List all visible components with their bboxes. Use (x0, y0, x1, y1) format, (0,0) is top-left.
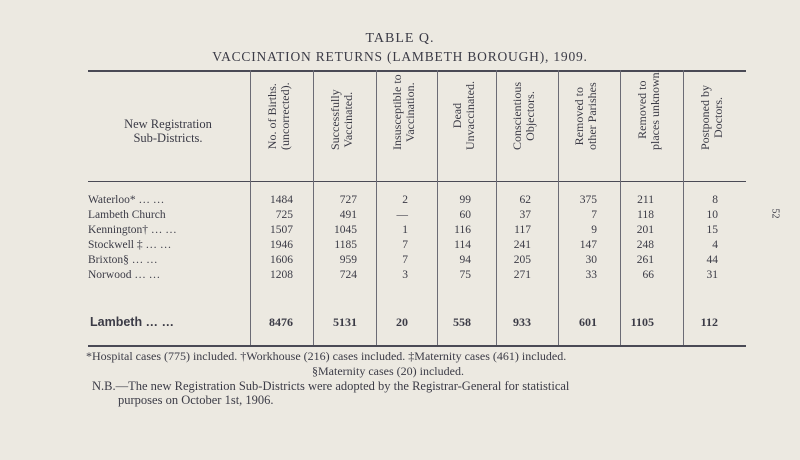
column-header-label (573, 82, 599, 150)
column-header-line: Conscientious (510, 82, 524, 150)
column-header (376, 72, 437, 180)
table-cell: 10 (706, 209, 718, 221)
table-cell: 2 (402, 194, 408, 206)
table-cell: 241 (513, 239, 531, 251)
column-header-line: Vaccination. (402, 82, 417, 142)
table-cell: 66 (642, 269, 654, 281)
table-cell: 205 (513, 254, 531, 266)
table-cell: 201 (636, 224, 654, 236)
column-header-line: Postponed by (697, 84, 712, 150)
table-cell: 375 (579, 194, 597, 206)
table-cell: 9 (591, 224, 597, 236)
column-header-label (636, 69, 662, 150)
subdistrict-name: Brixton§ … … (88, 254, 158, 266)
table-cell: 4 (712, 239, 718, 251)
table-cell: 1606 (270, 254, 293, 266)
header-line: Sub-Districts. (133, 131, 203, 145)
column-header-line: Doctors. (710, 97, 725, 138)
bottom-rule (88, 345, 746, 347)
table-cell: 3 (402, 269, 408, 281)
table-cell: 94 (459, 254, 471, 266)
table-cell: 114 (454, 239, 471, 251)
table-cell: 724 (339, 269, 357, 281)
table-cell: 959 (339, 254, 357, 266)
table-cell: 933 (513, 315, 531, 329)
table-cell: 1105 (630, 315, 654, 329)
table-cell: 7 (402, 254, 408, 266)
column-header-label (699, 85, 725, 150)
header-rule (88, 181, 746, 182)
table-cell: 60 (459, 209, 471, 221)
table-cell: 1045 (334, 224, 357, 236)
table-row (0, 239, 800, 253)
column-header-label (329, 89, 355, 150)
column-header-line: No. of Births. (264, 83, 279, 150)
table-subtitle: VACCINATION RETURNS (LAMBETH BOROUGH), 1909. (212, 49, 588, 64)
table-cell: 15 (706, 224, 718, 236)
table-cell: 117 (514, 224, 531, 236)
table-row (0, 269, 800, 283)
table-cell: 1185 (334, 239, 357, 251)
subdistrict-name: Lambeth Church (88, 209, 166, 221)
column-header-line: Vaccinated. (340, 91, 355, 148)
table-cell: 727 (339, 194, 357, 206)
table-cell: 62 (519, 194, 531, 206)
column-header-line: places unknown. (647, 69, 662, 150)
table-cell: 20 (396, 315, 408, 329)
column-header-line: other Parishes (585, 82, 599, 150)
table-cell: 271 (513, 269, 531, 281)
table-cell: 7 (591, 209, 597, 221)
column-header-line: Removed to (572, 87, 586, 146)
subdistrict-name: Waterloo* … … (88, 194, 165, 206)
table-cell: 33 (585, 269, 597, 281)
footnote-2: §Maternity cases (20) included. (312, 364, 464, 378)
table-cell: 248 (636, 239, 654, 251)
subdistrict-header (88, 117, 248, 145)
subdistrict-name: Kennington† … … (88, 224, 177, 236)
column-header-line: Successfully (327, 89, 342, 150)
column-header (558, 72, 620, 180)
table-cell: 118 (637, 209, 654, 221)
table-cell: 112 (700, 315, 718, 329)
subdistrict-name: Stockwell ‡ … … (88, 239, 172, 251)
column-header (496, 72, 558, 180)
nb-note-2: purposes on October 1st, 1906. (118, 393, 274, 407)
table-cell: 601 (579, 315, 597, 329)
table-cell: 1507 (270, 224, 293, 236)
total-row (0, 315, 800, 329)
table-cell: 30 (585, 254, 597, 266)
column-header (313, 72, 376, 180)
table-cell: 37 (519, 209, 531, 221)
table-cell: 261 (636, 254, 654, 266)
table-cell: 31 (706, 269, 718, 281)
table-cell: 5131 (333, 315, 357, 329)
footnote-1: *Hospital cases (775) included. †Workhouse (216) cases included. ‡Maternity cases (461) included. (86, 349, 567, 363)
table-cell: 211 (637, 194, 654, 206)
column-header-line: (uncorrected). (277, 82, 292, 150)
table-title: TABLE Q. (365, 31, 435, 46)
table-cell: 1208 (270, 269, 293, 281)
page-number: 52 (769, 208, 781, 219)
table-cell: 1484 (270, 194, 293, 206)
column-header-line: Removed to (634, 80, 649, 139)
column-header-line: Unvaccinated. (462, 81, 477, 150)
column-header-label (451, 81, 477, 150)
table-row (0, 209, 800, 223)
table-cell: — (396, 209, 408, 221)
table-cell: 7 (402, 239, 408, 251)
subdistrict-name: Lambeth … … (90, 315, 175, 329)
table-cell: 558 (453, 315, 471, 329)
table-row (0, 224, 800, 238)
column-header (683, 72, 746, 180)
column-header-line: Insusceptible to (389, 74, 404, 150)
column-header (620, 69, 683, 180)
table-cell: 116 (454, 224, 471, 236)
table-cell: 1 (402, 224, 408, 236)
table-cell: 491 (339, 209, 357, 221)
column-header-label (511, 82, 537, 150)
column-header-label (391, 74, 417, 150)
column-header-label (266, 82, 292, 150)
table-cell: 725 (275, 209, 293, 221)
table-cell: 44 (706, 254, 718, 266)
table-cell: 75 (459, 269, 471, 281)
table-row (0, 194, 800, 208)
column-header (250, 72, 313, 180)
nb-note-1: N.B.—The new Registration Sub-Districts were adopted by the Registrar-General for statistical (92, 379, 570, 393)
column-header-line: Objectors. (523, 91, 537, 141)
table-cell: 8476 (269, 315, 293, 329)
table-cell: 8 (712, 194, 718, 206)
column-header (437, 72, 496, 180)
table-row (0, 254, 800, 268)
header-line: New Registration (124, 117, 212, 131)
table-cell: 147 (579, 239, 597, 251)
subdistrict-name: Norwood … … (88, 269, 161, 281)
table-cell: 99 (459, 194, 471, 206)
column-header-line: Dead (449, 102, 464, 129)
table-cell: 1946 (270, 239, 293, 251)
